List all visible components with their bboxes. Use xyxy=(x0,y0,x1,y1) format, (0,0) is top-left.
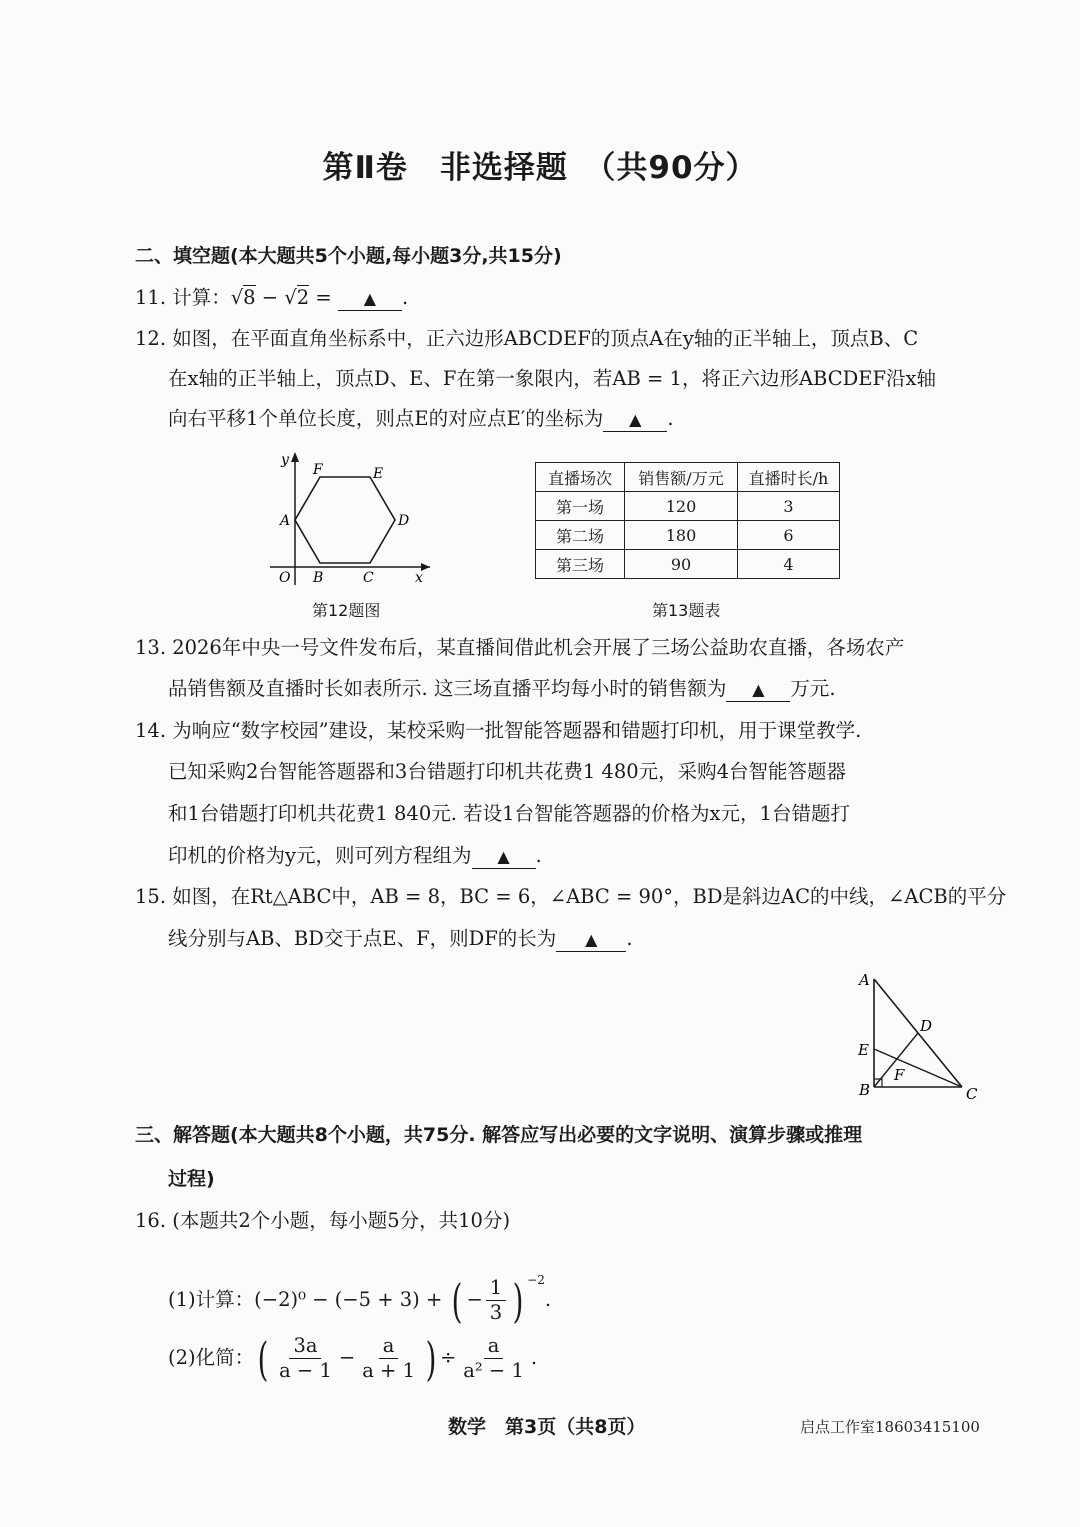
answer-blank: ▲ xyxy=(472,845,536,869)
section-3-heading-line-1: 三、解答题(本大题共8个小题，共75分. 解答应写出必要的文字说明、演算步骤或推理 xyxy=(135,1124,863,1146)
table-header-row xyxy=(536,463,840,492)
hexagon xyxy=(295,477,395,563)
table-cell: 90 xyxy=(625,550,738,579)
question-12-line-3: 向右平移1个单位长度，则点E的对应点E′的坐标为 ▲ . xyxy=(168,407,674,430)
label-e: E xyxy=(373,466,384,482)
table-13 xyxy=(535,462,840,579)
table-row xyxy=(536,492,840,521)
table-cell: 120 xyxy=(625,492,738,521)
label-c: C xyxy=(363,570,374,586)
label-c: C xyxy=(966,1085,978,1103)
question-12-line-1: 12. 如图，在平面直角坐标系中，正六边形ABCDEF的顶点A在y轴的正半轴上，顶点B、C xyxy=(135,327,919,350)
label-e: E xyxy=(858,1041,869,1059)
label-a: A xyxy=(280,513,291,529)
figure-15-triangle xyxy=(850,965,985,1105)
question-13-line-2: 品销售额及直播时长如表所示. 这三场直播平均每小时的销售额为 ▲ 万元. xyxy=(168,677,836,700)
answer-blank: ▲ xyxy=(338,287,402,311)
label-y: y xyxy=(281,452,289,468)
label-x: x xyxy=(415,570,423,586)
page-title: 第Ⅱ卷 非选择题 （共90分） xyxy=(322,150,758,186)
question-14-line-3: 和1台错题打印机共花费1 840元. 若设1台智能答题器的价格为x元，1台错题打 xyxy=(168,802,850,825)
table-row xyxy=(536,521,840,550)
answer-blank: ▲ xyxy=(556,928,626,952)
label-b: B xyxy=(859,1081,871,1099)
figure-12-hexagon xyxy=(265,450,440,590)
question-13-line-1: 13. 2026年中央一号文件发布后，某直播间借此机会开展了三场公益助农直播，各场农产 xyxy=(135,636,905,659)
label-f: F xyxy=(313,462,323,478)
question-14-line-4: 印机的价格为y元，则可列方程组为 ▲ . xyxy=(168,844,542,867)
label-d: D xyxy=(398,513,410,529)
table-cell: 第一场 xyxy=(536,492,625,521)
label-f: F xyxy=(894,1066,905,1084)
table-cell: 4 xyxy=(738,550,840,579)
segment-ce xyxy=(874,1049,962,1087)
watermark: 启点工作室18603415100 xyxy=(800,1418,980,1436)
table-cell: 第二场 xyxy=(536,521,625,550)
table-cell: 6 xyxy=(738,521,840,550)
question-12-line-2: 在x轴的正半轴上，顶点D、E、F在第一象限内，若AB = 1，将正六边形ABCDEF沿x轴 xyxy=(168,367,937,390)
table-13-caption: 第13题表 xyxy=(652,601,721,620)
label-a: A xyxy=(859,971,870,989)
question-16-intro: 16. (本题共2个小题，每小题5分，共10分) xyxy=(135,1209,511,1232)
table-cell: 第三场 xyxy=(536,550,625,579)
question-11: 11. 计算：√8 − √2 = ▲ . xyxy=(135,286,409,309)
label-o: O xyxy=(279,570,291,586)
label-b: B xyxy=(313,570,324,586)
question-15-line-2: 线分别与AB、BD交于点E、F，则DF的长为 ▲ . xyxy=(168,927,633,950)
answer-blank: ▲ xyxy=(726,678,790,702)
question-14-line-2: 已知采购2台智能答题器和3台错题打印机共花费1 480元，采购4台智能答题器 xyxy=(168,760,847,783)
label-d: D xyxy=(920,1017,933,1035)
question-14-line-1: 14. 为响应“数字校园”建设，某校采购一批智能答题器和错题打印机，用于课堂教学. xyxy=(135,719,862,742)
section-3-heading-line-2: 过程) xyxy=(168,1168,215,1190)
table-cell: 180 xyxy=(625,521,738,550)
y-axis-arrow xyxy=(291,452,299,462)
answer-blank: ▲ xyxy=(603,408,667,432)
table-header-cell: 直播时长/h xyxy=(738,463,840,492)
table-row xyxy=(536,550,840,579)
question-16-part-2: (2)化简：( $\frac{3a}{a - 1}$ − $\frac{a}{a + 1}$ ) ÷ $\frac{a}{\text{a² − 1}}$ . xyxy=(168,1331,538,1386)
figure-12-caption: 第12题图 xyxy=(312,601,381,620)
table-cell: 3 xyxy=(738,492,840,521)
table-header-cell: 直播场次 xyxy=(536,463,625,492)
page-footer: 数学 第3页（共8页） xyxy=(448,1416,646,1438)
question-16-part-1: (1)计算：(−2)⁰ − (−5 + 3) + ( − $\frac{1}{3}$ ) $^{-2}$. xyxy=(168,1273,552,1328)
section-2-heading: 二、填空题(本大题共5个小题,每小题3分,共15分) xyxy=(135,245,562,267)
question-15-line-1: 15. 如图，在Rt△ABC中，AB = 8，BC = 6，∠ABC = 90°，BD是斜边AC的中线，∠ACB的平分 xyxy=(135,885,1007,908)
table-header-cell: 销售额/万元 xyxy=(625,463,738,492)
